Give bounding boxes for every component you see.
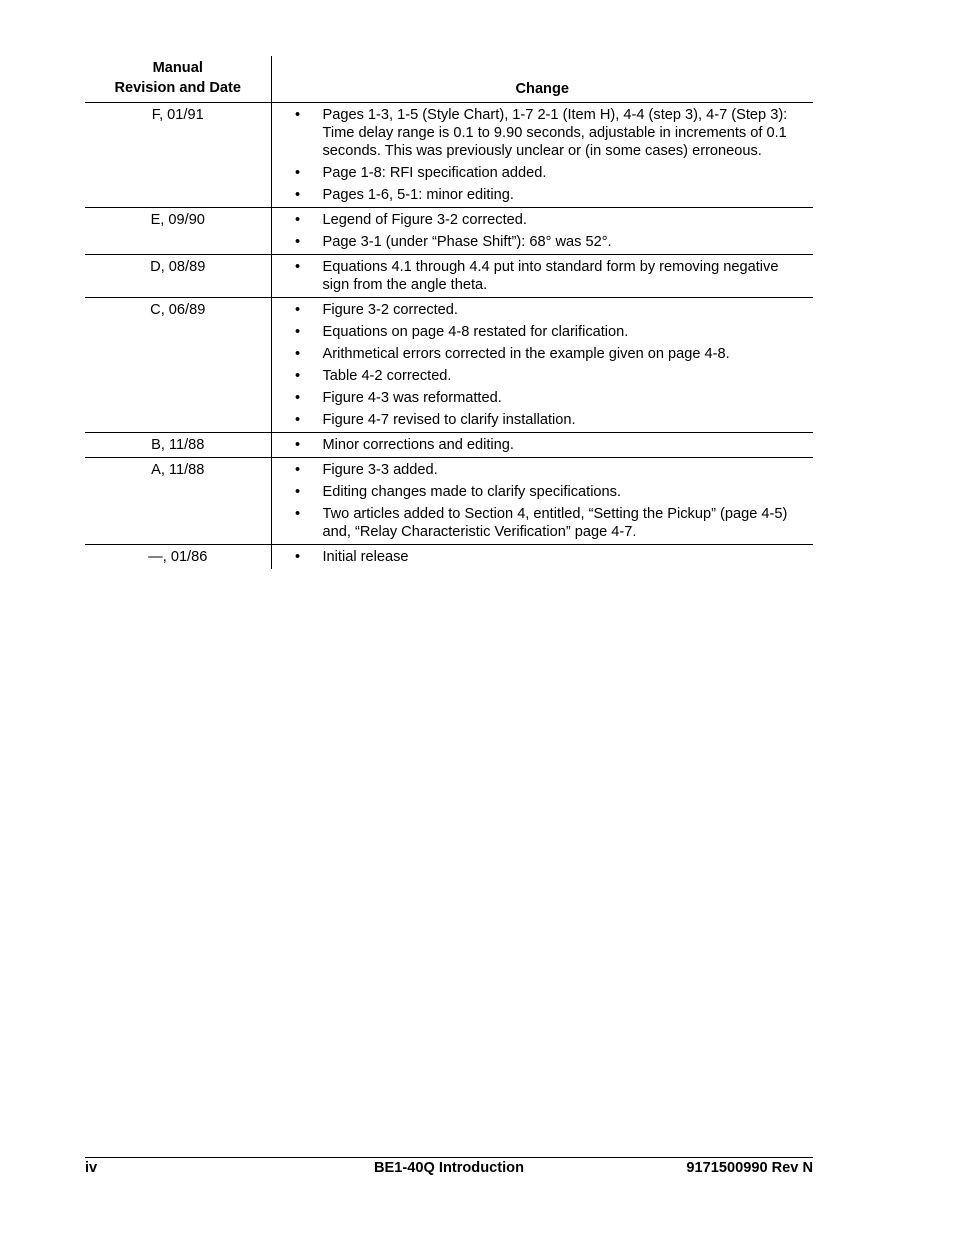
revision-date-cell: B, 11/88 — [85, 433, 271, 458]
table-row — [85, 545, 813, 570]
change-item — [293, 301, 806, 319]
change-text: Two articles added to Section 4, entitled, “Setting the Pickup” (page 4-5) and, “Relay Characteristic Verification” page 4-7. — [322, 506, 788, 540]
bullet-icon: • — [294, 324, 301, 340]
change-text: Minor corrections and editing. — [322, 437, 514, 453]
header-line-manual: Manual — [152, 60, 203, 76]
change-text: Figure 4-3 was reformatted. — [322, 390, 502, 406]
change-item — [293, 505, 806, 541]
bullet-icon: • — [294, 187, 301, 203]
change-text: Page 1-8: RFI specification added. — [322, 165, 547, 181]
change-list — [293, 461, 806, 541]
change-item — [293, 345, 806, 363]
bullet-icon: • — [294, 165, 301, 181]
change-cell — [271, 255, 813, 298]
change-text: Equations 4.1 through 4.4 put into standard form by removing negative sign from the angle theta. — [322, 259, 779, 293]
change-list — [293, 548, 806, 566]
change-item — [293, 389, 806, 407]
bullet-icon: • — [294, 259, 301, 275]
table-row — [85, 458, 813, 545]
change-list — [293, 258, 806, 294]
change-text: Figure 4-7 revised to clarify installation. — [322, 412, 576, 428]
table-row — [85, 298, 813, 433]
change-item — [293, 411, 806, 429]
change-text: Figure 3-3 added. — [322, 462, 438, 478]
change-item — [293, 483, 806, 501]
header-line-revision-and-date: Revision and Date — [114, 80, 241, 96]
table-row — [85, 255, 813, 298]
change-text: Pages 1-3, 1-5 (Style Chart), 1-7 2-1 (Item H), 4-4 (step 3), 4-7 (Step 3): Time delay range is 0.1 to 9.90 seconds, adjustable in increments of 0.1 seconds. This was previously unclear or (in some cases) erroneous. — [322, 107, 788, 159]
change-item — [293, 186, 806, 204]
change-text: Legend of Figure 3-2 corrected. — [322, 212, 527, 228]
bullet-icon: • — [294, 462, 301, 478]
bullet-icon: • — [294, 107, 301, 123]
footer-doc-number: 9171500990 Rev N — [686, 1160, 813, 1176]
change-cell — [271, 208, 813, 255]
change-item — [293, 461, 806, 479]
table-row — [85, 103, 813, 208]
change-cell — [271, 103, 813, 208]
bullet-icon: • — [294, 484, 301, 500]
revision-date-cell: A, 11/88 — [85, 458, 271, 545]
footer-title: BE1-40Q Introduction — [374, 1160, 524, 1176]
change-item — [293, 106, 806, 160]
change-item — [293, 323, 806, 341]
change-list — [293, 301, 806, 429]
bullet-icon: • — [294, 212, 301, 228]
header-revision-and-date — [85, 56, 271, 103]
change-text: Arithmetical errors corrected in the example given on page 4-8. — [322, 346, 730, 362]
revision-table-body — [85, 103, 813, 570]
change-text: Page 3-1 (under “Phase Shift”): 68° was 52°. — [322, 234, 612, 250]
change-cell — [271, 433, 813, 458]
change-item — [293, 258, 806, 294]
revision-history-table — [85, 56, 813, 569]
bullet-icon: • — [294, 368, 301, 384]
footer-page-number: iv — [85, 1160, 98, 1176]
change-cell — [271, 458, 813, 545]
change-item — [293, 233, 806, 251]
change-list — [293, 106, 806, 204]
bullet-icon: • — [294, 234, 301, 250]
change-item — [293, 211, 806, 229]
bullet-icon: • — [294, 437, 301, 453]
change-text: Initial release — [322, 549, 409, 565]
change-text: Table 4-2 corrected. — [322, 368, 452, 384]
change-text: Pages 1-6, 5-1: minor editing. — [322, 187, 514, 203]
change-text: Figure 3-2 corrected. — [322, 302, 458, 318]
bullet-icon: • — [294, 412, 301, 428]
revision-date-cell: C, 06/89 — [85, 298, 271, 433]
bullet-icon: • — [294, 390, 301, 406]
page-footer — [85, 1160, 813, 1180]
change-list — [293, 436, 806, 454]
revision-date-cell: —, 01/86 — [148, 549, 208, 565]
revision-date-cell: F, 01/91 — [85, 103, 271, 208]
change-item — [293, 164, 806, 182]
change-text: Editing changes made to clarify specifications. — [322, 484, 622, 500]
table-row — [85, 208, 813, 255]
header-change: Change — [271, 56, 813, 103]
footer-divider — [85, 1157, 813, 1158]
change-item — [293, 436, 806, 454]
bullet-icon: • — [294, 346, 301, 362]
revision-date-cell: E, 09/90 — [85, 208, 271, 255]
change-text: Equations on page 4-8 restated for clarification. — [322, 324, 629, 340]
change-cell — [271, 545, 813, 570]
table-row — [85, 433, 813, 458]
change-cell — [271, 298, 813, 433]
bullet-icon: • — [294, 549, 301, 565]
revision-date-cell: D, 08/89 — [85, 255, 271, 298]
table-header-row — [85, 56, 813, 103]
change-item — [293, 548, 806, 566]
bullet-icon: • — [294, 506, 301, 522]
change-list — [293, 211, 806, 251]
change-item — [293, 367, 806, 385]
bullet-icon: • — [294, 302, 301, 318]
